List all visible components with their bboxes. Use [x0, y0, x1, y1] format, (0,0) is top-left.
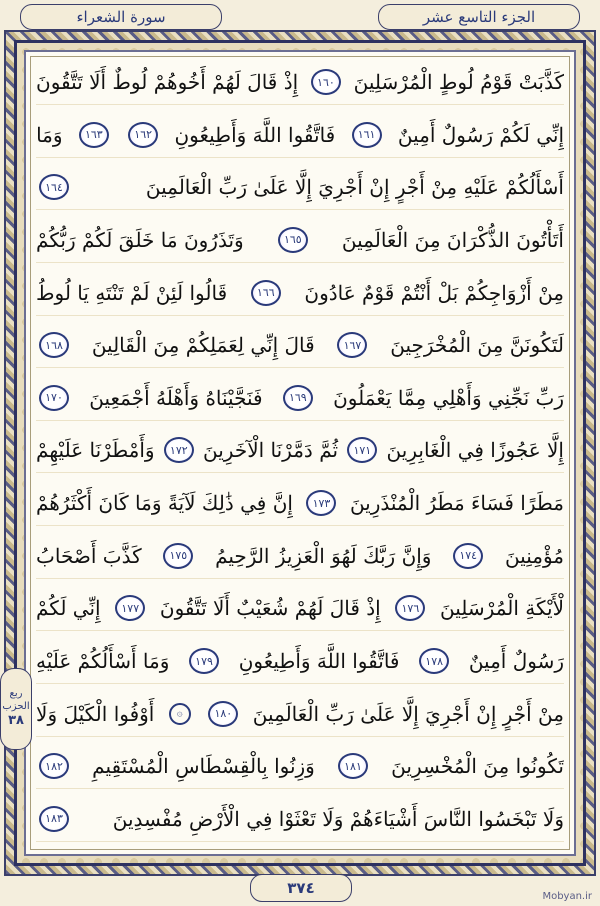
ayah-number-marker: ١٧٦ [395, 595, 425, 621]
verse-text: رَسُولٌ أَمِينٌ [468, 649, 564, 674]
page-number: ٣٧٤ [250, 874, 352, 902]
verse-text: قَالُوا لَئِنْ لَمْ تَنْتَهِ يَا لُوطُ [36, 280, 228, 305]
verse-line [36, 744, 564, 789]
verse-text: إِنَّ فِي ذَٰلِكَ لَآيَةً وَمَا كَانَ أَكْثَرُهُمْ [36, 491, 293, 516]
verse-text: كَذَّبَتْ قَوْمُ لُوطٍ الْمُرْسَلِينَ [353, 70, 564, 94]
verse-text: فَاتَّقُوا اللَّهَ وَأَطِيعُونِ [174, 122, 336, 147]
verse-line [36, 113, 564, 158]
verse-text: فَاتَّقُوا اللَّهَ وَأَطِيعُونِ [238, 649, 400, 674]
rub-el-hizb-icon: ۞ [169, 703, 191, 725]
verse-text: وَلَا تَبْخَسُوا النَّاسَ أَشْيَاءَهُمْ وَلَا تَعْثَوْا فِي الْأَرْضِ مُفْسِدِينَ [112, 806, 564, 831]
watermark: Mobyan.ir [542, 891, 592, 902]
ayah-number-marker: ١٨١ [338, 753, 368, 779]
ayah-number-marker: ١٦٣ [79, 122, 109, 148]
verse-text: أَتَأْتُونَ الذُّكْرَانَ مِنَ الْعَالَمِينَ [341, 227, 564, 252]
verse-text: إِنِّي لَكُمْ رَسُولٌ أَمِينٌ [397, 122, 564, 147]
verse-line [36, 218, 564, 263]
verse-text: وَمَا أَسْأَلُكُمْ عَلَيْهِ [36, 649, 170, 674]
hizb-marker-top: ربع [9, 688, 23, 700]
hizb-marker-number: ٣٨ [8, 713, 24, 729]
verse-text: إِذْ قَالَ لَهُمْ أَخُوهُمْ لُوطٌ أَلَا تَتَّقُونَ [36, 70, 299, 94]
verse-text: تَكُونُوا مِنَ الْمُخْسِرِينَ [391, 754, 564, 779]
verse-lines [36, 60, 564, 842]
ayah-number-marker: ١٦٧ [337, 332, 367, 358]
hizb-marker-label: الحزب [2, 700, 30, 712]
ayah-number-marker: ١٧٢ [164, 437, 194, 463]
ayah-number-marker: ١٦٤ [39, 174, 69, 200]
verse-text: وَزِنُوا بِالْقِسْطَاسِ الْمُسْتَقِيمِ [92, 754, 315, 779]
ayah-number-marker: ١٨٢ [39, 753, 69, 779]
verse-text: وَأَمْطَرْنَا عَلَيْهِمْ [36, 438, 155, 463]
verse-line [36, 481, 564, 526]
ayah-number-marker: ١٦٢ [128, 122, 158, 148]
ayah-number-marker: ١٦١ [352, 122, 382, 148]
ayah-number-marker: ١٧٨ [419, 648, 449, 674]
juz-title: الجزء التاسع عشر [378, 4, 580, 30]
ayah-number-marker: ١٧١ [347, 437, 377, 463]
verse-text: مَطَرًا فَسَاءَ مَطَرُ الْمُنْذَرِينَ [349, 491, 564, 516]
ayah-number-marker: ١٦٥ [278, 227, 308, 253]
ayah-number-marker: ١٦٦ [251, 280, 281, 306]
verse-line [36, 60, 564, 105]
ayah-number-marker: ١٦٨ [39, 332, 69, 358]
ayah-number-marker: ١٧٩ [189, 648, 219, 674]
verse-text: رَبِّ نَجِّنِي وَأَهْلِي مِمَّا يَعْمَلُونَ [333, 385, 564, 410]
verse-line [36, 323, 564, 368]
verse-line [36, 797, 564, 842]
verse-text: ثُمَّ دَمَّرْنَا الْآخَرِينَ [203, 438, 339, 463]
ayah-number-marker: ١٧٤ [453, 543, 483, 569]
verse-text: قَالَ إِنِّي لِعَمَلِكُمْ مِنَ الْقَالِينَ [91, 333, 315, 358]
verse-text: إِلَّا عَجُوزًا فِي الْغَابِرِينَ [386, 438, 564, 463]
ayah-number-marker: ١٧٣ [306, 490, 336, 516]
verse-text: مِنْ أَجْرٍ إِنْ أَجْرِيَ إِلَّا عَلَىٰ رَبِّ الْعَالَمِينَ [252, 701, 564, 726]
verse-line [36, 534, 564, 579]
ayah-number-marker: ١٦٠ [311, 69, 341, 95]
ayah-number-marker: ١٧٥ [163, 543, 193, 569]
verse-line [36, 586, 564, 631]
verse-line [36, 271, 564, 316]
verse-text: وَتَذَرُونَ مَا خَلَقَ لَكُمْ رَبُّكُمْ [36, 227, 244, 252]
verse-text: وَمَا [36, 122, 63, 147]
verse-text: أَسْأَلُكُمْ عَلَيْهِ مِنْ أَجْرٍ إِنْ أَجْرِيَ إِلَّا عَلَىٰ رَبِّ الْعَالَمِينَ [145, 175, 564, 200]
verse-text: فَنَجَّيْنَاهُ وَأَهْلَهُ أَجْمَعِينَ [89, 385, 263, 410]
verse-line [36, 428, 564, 473]
verse-text: كَذَّبَ أَصْحَابُ [36, 543, 142, 568]
ayah-number-marker: ١٨٣ [39, 806, 69, 832]
verse-line [36, 639, 564, 684]
verse-text: وَإِنَّ رَبَّكَ لَهُوَ الْعَزِيزُ الرَّحِيمُ [215, 543, 432, 568]
surah-title: سورة الشعراء [20, 4, 222, 30]
verse-text: إِذْ قَالَ لَهُمْ شُعَيْبٌ أَلَا تَتَّقُونَ [159, 596, 381, 621]
verse-line [36, 376, 564, 421]
verse-text: لَتَكُونَنَّ مِنَ الْمُخْرَجِينَ [390, 333, 564, 358]
verse-text: أَوْفُوا الْكَيْلَ وَلَا [36, 701, 155, 726]
verse-text: مُؤْمِنِينَ [504, 543, 564, 568]
page-header [0, 2, 600, 30]
ayah-number-marker: ١٧٠ [39, 385, 69, 411]
verse-text: مِنْ أَزْوَاجِكُمْ بَلْ أَنْتُمْ قَوْمٌ عَادُونَ [304, 280, 564, 305]
verse-text: إِنِّي لَكُمْ [36, 596, 101, 621]
ayah-number-marker: ١٦٩ [283, 385, 313, 411]
ayah-number-marker: ١٧٧ [115, 595, 145, 621]
verse-line [36, 692, 564, 737]
ayah-number-marker: ١٨٠ [208, 701, 238, 727]
verse-line [36, 165, 564, 210]
verse-text: لْأَيْكَةِ الْمُرْسَلِينَ [440, 596, 564, 621]
hizb-marker [0, 668, 32, 750]
